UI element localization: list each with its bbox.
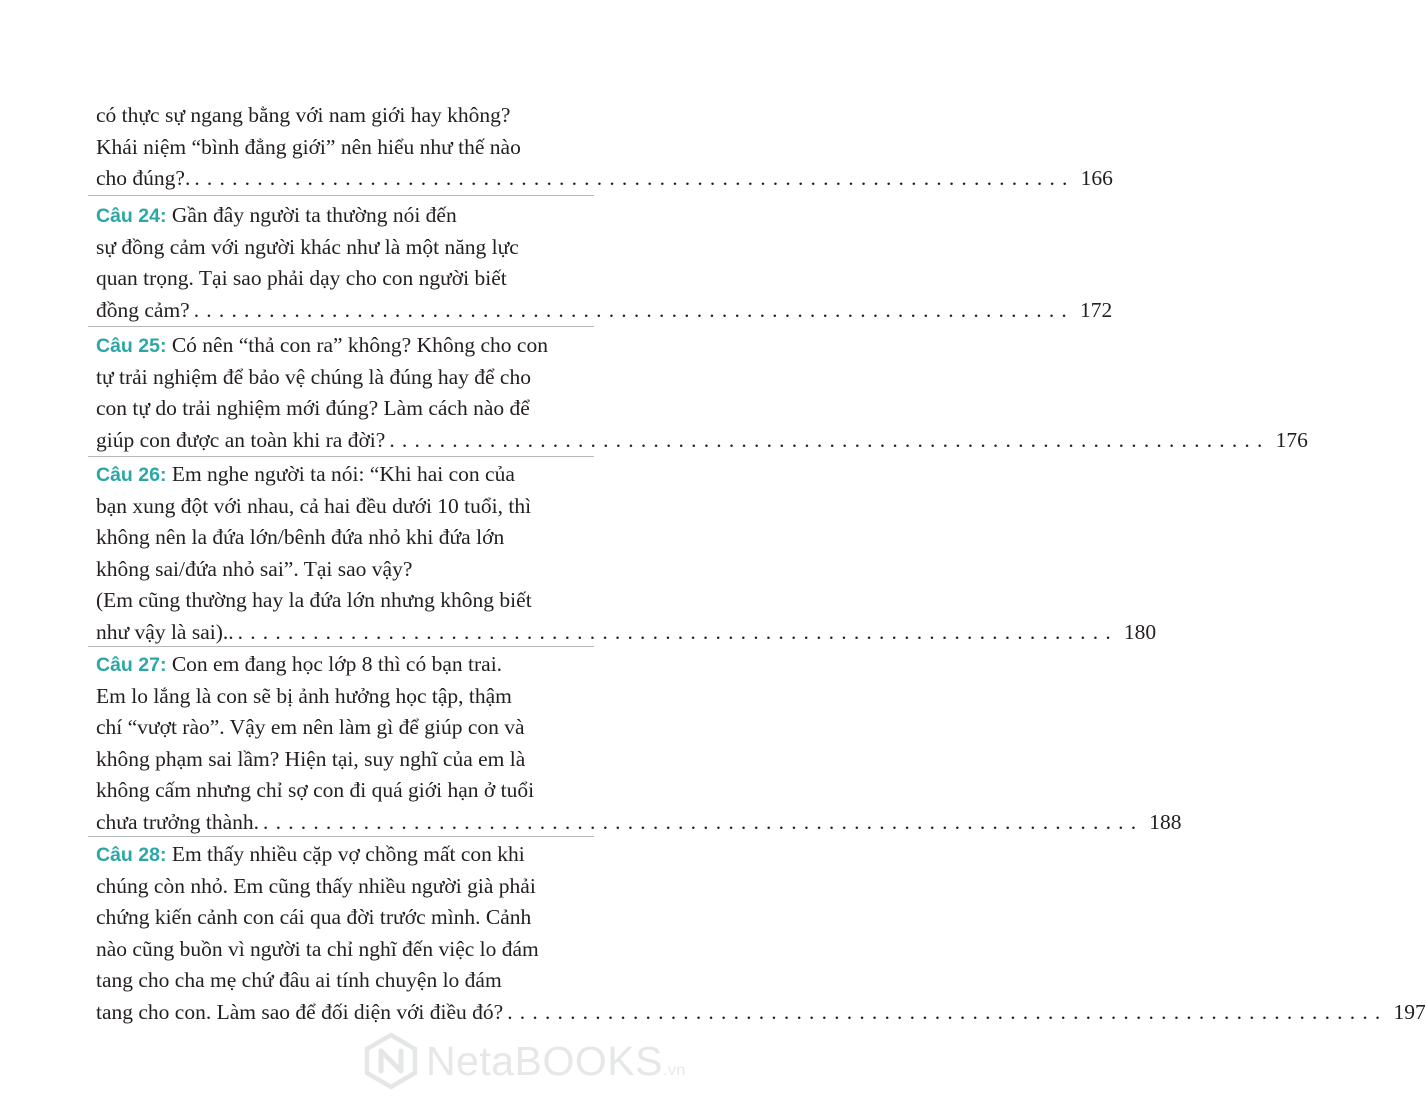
question-label: Câu 28: <box>96 844 167 866</box>
entry-divider <box>88 836 594 837</box>
netabooks-logo-icon <box>362 1032 420 1090</box>
entry-last-line <box>96 997 1426 1029</box>
entry-divider <box>88 195 594 196</box>
entry-text-line <box>96 330 588 362</box>
toc-entry[interactable] <box>96 649 1182 838</box>
entry-last-line <box>96 425 1308 457</box>
entry-last-line <box>96 295 1113 327</box>
question-label: Câu 24: <box>96 205 167 227</box>
entry-text-line: (Em cũng thường hay la đứa lớn nhưng không biết <box>96 588 532 612</box>
entry-text-line: tự trải nghiệm để bảo vệ chúng là đúng hay để cho <box>96 364 531 389</box>
entry-text-line: như vậy là sai).. <box>96 619 234 644</box>
toc-entry[interactable] <box>96 330 1308 456</box>
entry-text-line <box>96 649 588 681</box>
toc-entry[interactable] <box>96 459 1157 648</box>
entry-text-line: Em lo lắng là con sẽ bị ảnh hưởng học tập, thậm <box>96 683 512 708</box>
entry-text-line: chúng còn nhỏ. Em cũng thấy nhiều người già phải <box>96 873 536 898</box>
toc-entry[interactable] <box>96 100 1113 195</box>
page-number: 197 <box>1393 999 1426 1024</box>
entry-text-line: không cấm nhưng chỉ sợ con đi quá giới hạn ở tuổi <box>96 778 535 802</box>
entry-text-line: đồng cảm? <box>96 297 190 322</box>
entry-text-line: con tự do trải nghiệm mới đúng? Làm cách nào để <box>96 396 530 420</box>
dot-leader: ...................................................................... <box>263 809 1144 834</box>
entry-divider <box>88 456 594 457</box>
entry-divider <box>88 326 594 327</box>
entry-text-line: bạn xung đột với nhau, cả hai đều dưới 10 tuổi, thì <box>96 493 532 518</box>
watermark-brand <box>426 1038 686 1085</box>
entry-text-line: giúp con được an toàn khi ra đời? <box>96 427 386 452</box>
entry-last-line <box>96 163 1113 195</box>
entry-text-line: không sai/đứa nhỏ sai”. Tại sao vậy? <box>96 556 413 581</box>
entry-last-line <box>96 617 1157 649</box>
page-number: 172 <box>1079 297 1113 322</box>
entry-text-line: có thực sự ngang bằng với nam giới hay không? <box>96 103 511 127</box>
question-label: Câu 27: <box>96 654 167 676</box>
toc-entry[interactable] <box>96 200 1113 326</box>
entry-text-line: tang cho con. Làm sao để đối diện với điều đó? <box>96 999 504 1024</box>
watermark-suffix: .vn <box>662 1061 686 1079</box>
entry-text: Con em đang học lớp 8 thì có bạn trai. <box>166 652 503 676</box>
entry-text-line: Khái niệm “bình đẳng giới” nên hiểu như thế nào <box>96 134 521 159</box>
entry-text-line: quan trọng. Tại sao phải dạy cho con người biết <box>96 266 507 290</box>
dot-leader: ...................................................................... <box>507 999 1388 1024</box>
entry-text-line <box>96 839 588 871</box>
entry-text-line: chưa trưởng thành. <box>96 809 260 834</box>
dot-leader: ...................................................................... <box>389 427 1270 452</box>
question-label: Câu 26: <box>96 464 167 486</box>
entry-text-line: không nên la đứa lớn/bênh đứa nhỏ khi đứa lớn <box>96 525 505 549</box>
page-number: 176 <box>1275 427 1308 452</box>
entry-text-line: không phạm sai lầm? Hiện tại, suy nghĩ của em là <box>96 746 526 771</box>
netabooks-watermark <box>362 1032 686 1090</box>
watermark-brand-text: NetaBOOKS <box>426 1037 663 1084</box>
entry-text: Gần đây người ta thường nói đến <box>166 203 457 227</box>
entry-text: Em nghe người ta nói: “Khi hai con của <box>166 462 515 486</box>
entry-text-line: nào cũng buồn vì người ta chỉ nghĩ đến việc lo đám <box>96 936 539 961</box>
entry-text-line: cho đúng?. <box>96 166 191 190</box>
entry-last-line <box>96 807 1182 839</box>
page-number: 166 <box>1080 166 1113 190</box>
entry-text: Em thấy nhiều cặp vợ chồng mất con khi <box>166 842 525 866</box>
entry-text-line <box>96 459 588 491</box>
dot-leader: ...................................................................... <box>193 297 1074 322</box>
dot-leader: ...................................................................... <box>237 619 1118 644</box>
toc-entry[interactable] <box>96 839 1426 1028</box>
entry-divider <box>88 646 594 647</box>
entry-text-line: sự đồng cảm với người khác như là một năng lực <box>96 234 519 259</box>
entry-text-line: chứng kiến cảnh con cái qua đời trước mình. Cảnh <box>96 905 532 929</box>
dot-leader: ...................................................................... <box>194 166 1075 190</box>
entry-text-line: tang cho cha mẹ chứ đâu ai tính chuyện lo đám <box>96 968 502 992</box>
page-number: 180 <box>1123 619 1157 644</box>
page-number: 188 <box>1149 809 1182 834</box>
entry-text-line <box>96 200 588 232</box>
entry-text-line: chí “vượt rào”. Vậy em nên làm gì để giúp con và <box>96 715 525 739</box>
entry-text: Có nên “thả con ra” không? Không cho con <box>166 333 548 357</box>
question-label: Câu 25: <box>96 335 167 357</box>
